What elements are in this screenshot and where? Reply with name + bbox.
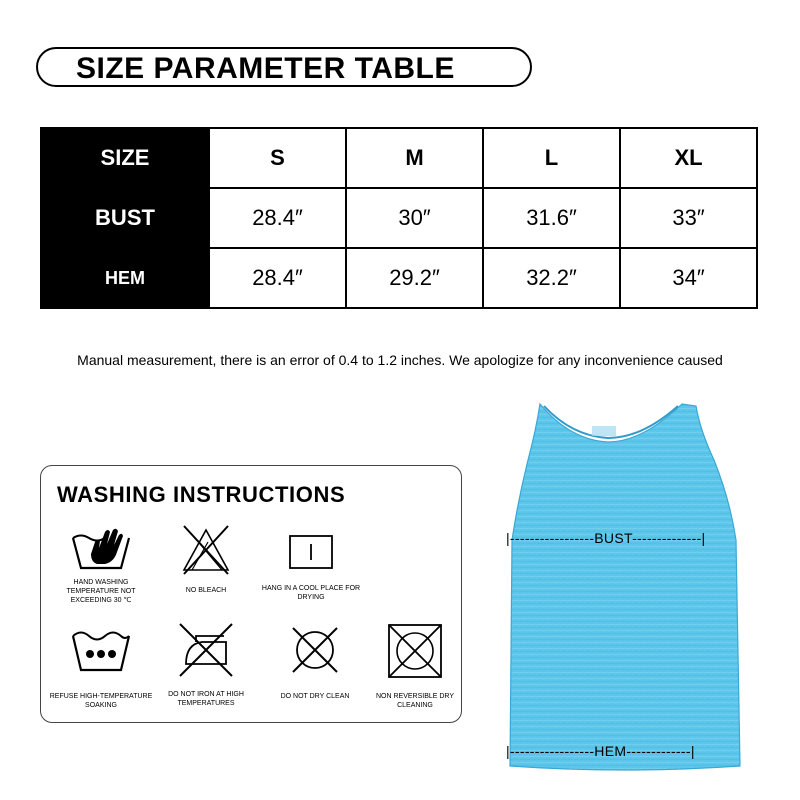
page-title: SIZE PARAMETER TABLE — [76, 52, 455, 85]
table-row-hem — [41, 248, 757, 308]
size-column-header: L — [483, 128, 620, 188]
no-tumble-dry-icon — [386, 622, 444, 680]
symbol-hand-wash — [49, 524, 153, 605]
title-banner — [36, 47, 532, 87]
symbol-label: HAND WASHING TEMPERATURE NOT EXCEEDING 30 ℃ — [66, 579, 136, 604]
hang-dry-icon — [288, 534, 334, 570]
tank-top-image — [500, 400, 750, 780]
table-cell: 30″ — [346, 188, 483, 248]
symbol-label: REFUSE HIGH-TEMPERATURE SOAKING — [49, 693, 153, 709]
table-row-bust — [41, 188, 757, 248]
washing-instructions-card — [40, 465, 462, 723]
washing-title: WASHING INSTRUCTIONS — [57, 482, 346, 507]
symbol-no-dry-clean — [263, 622, 367, 701]
size-column-header: S — [209, 128, 346, 188]
table-header-row — [41, 128, 757, 188]
symbol-no-tumble-dry — [363, 622, 467, 710]
no-iron-icon — [176, 620, 236, 680]
symbol-label: DO NOT DRY CLEAN — [280, 693, 350, 700]
symbol-label: HANG IN A COOL PLACE FOR DRYING — [261, 585, 361, 601]
size-parameter-table — [40, 127, 758, 309]
symbol-no-soak — [49, 624, 153, 710]
hem-label: HEM — [594, 743, 627, 759]
symbol-no-iron — [154, 620, 258, 708]
size-header-cell: SIZE — [41, 128, 209, 188]
table-cell: 33″ — [620, 188, 757, 248]
row-label-hem: HEM — [41, 248, 209, 308]
table-cell: 28.4″ — [209, 188, 346, 248]
table-cell: 28.4″ — [209, 248, 346, 308]
table-cell: 34″ — [620, 248, 757, 308]
size-column-header: XL — [620, 128, 757, 188]
symbol-label: DO NOT IRON AT HIGH TEMPERATURES — [168, 691, 244, 707]
neck-label — [592, 426, 616, 436]
table-cell: 31.6″ — [483, 188, 620, 248]
symbol-label: NON REVERSIBLE DRY CLEANING — [375, 693, 455, 709]
no-bleach-icon — [178, 522, 234, 578]
table-cell: 29.2″ — [346, 248, 483, 308]
bust-label: BUST — [594, 530, 633, 546]
tank-body — [510, 404, 740, 770]
bust-measure: |-----------------BUST--------------| — [506, 530, 706, 546]
no-dry-clean-icon — [287, 622, 343, 678]
size-column-header: M — [346, 128, 483, 188]
hand-wash-icon — [69, 524, 133, 572]
table-cell: 32.2″ — [483, 248, 620, 308]
hem-measure: |-----------------HEM-------------| — [506, 743, 695, 759]
symbol-label: NO BLEACH — [185, 587, 227, 594]
symbol-hang-dry — [259, 534, 363, 602]
no-soak-icon — [69, 624, 133, 674]
measurement-note: Manual measurement, there is an error of 0.4 to 1.2 inches. We apologize for any inconvenience caused — [77, 352, 723, 368]
row-label-bust: BUST — [41, 188, 209, 248]
symbol-no-bleach — [154, 522, 258, 595]
